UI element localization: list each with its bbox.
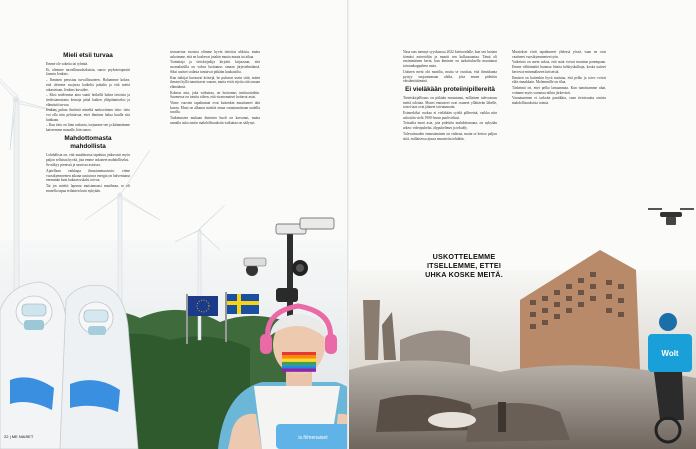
right-column-2 bbox=[512, 50, 606, 107]
paragraph: Toisaalta moni asia, jota pidettiin mahdottomana, on nykyään arkea: videopuhelut, älypuhelimet ja tekoäly. bbox=[403, 121, 497, 131]
rainbow-mask bbox=[282, 352, 316, 372]
subheading-ei-vielakaan-proteiinipillereita: Ei vieläkään proteiinipillereitä bbox=[405, 85, 495, 93]
paragraph: seuraavina vuosina olimme hyvin tietoisia uhkista, mutta uskoimme, että ne koskevat jotakin muuta maata tai aikaa. bbox=[170, 50, 260, 59]
paragraph: Viime vuosien tapahtumat ovat kuitenkin muuttaneet tätä kuvaa. Moni on alkanut miettiä omaa varautumistaan uudella tavalla. bbox=[170, 101, 260, 115]
paragraph: Lohdullista on, että maailmassa tapahtuu jatkuvasti myös paljon sellaista hyvää, jota emme uskoneet mahdolliseksi. bbox=[46, 152, 130, 162]
left-column-1 bbox=[46, 50, 130, 194]
paragraph: Tutkimusten mukaan ihmisten huoli on kasvanut, mutta samalla usko omiin mahdollisuuksiin vaikuttaa on säilynyt. bbox=[170, 116, 260, 125]
paragraph: Muutokset eivät tapahtuneet yhdessä yössä, vaan ne ovat vaatineet vuosikymmenten työn. bbox=[512, 50, 606, 59]
hazmat-workers bbox=[0, 282, 138, 449]
magazine-name: ME NAISET bbox=[11, 434, 34, 439]
paragraph: – Kun tieto on liian raskasta, torjumme sen ja käännämme katseemme muualle, hän sanoo. bbox=[46, 123, 130, 133]
subheading-mahdottomasta-mahdollista: Mahdottomasta mahdollista bbox=[64, 134, 112, 150]
paragraph: Tai jos miettii lapsena muistamaasi maailmaa, se oli monella tapaa erilainen kuin nykyään. bbox=[46, 184, 130, 193]
paragraph: Nasa taas mennyt syyskuussa 2022 kiertoradalle, kun sen luotain törmäsi asteroidiin ja muutti sen kulkusuuntaa. Tämä oli ensimmäinen kerta, kun ihminen on tarkoituksella muuttanut taivaankappaleen rataa. bbox=[403, 50, 497, 69]
page-number: 22 bbox=[4, 434, 9, 439]
paragraph: Tulevaisuuden ennustaminen on vaikeaa, mutta se kertoo paljon siitä, millaisessa ajassa ennusteita tehdään. bbox=[403, 131, 497, 141]
phone-label: is.fi/menaiset bbox=[298, 435, 328, 441]
left-column-2 bbox=[170, 50, 260, 127]
page-fold bbox=[347, 0, 349, 449]
paragraph: Kolmas asia, joka vaikuttaa, on luottamus instituutioihin. Suomessa on totuttu siihen, että viranomaiset hoitavat asiat. bbox=[170, 90, 260, 100]
paragraph: Tieteiskirjallisuus on pitkään ennustanut, millainen tulevaisuus meitä odottaa. Monet ennusteet ovat osuneet yllättävän lähelle, toiset taas ovat jääneet toteutumatta. bbox=[403, 95, 497, 110]
paragraph: Ei, olemme turvallisuushakuisia, sanoo psykoterapeutti Jasmin Jenkins. bbox=[46, 67, 130, 77]
paragraph: Ajatellaan vaikkapa ilmastonmuutosta: viime vuosikymmenten aikana uusiutuva energia on halventunut enemmän kuin kukaan uskalsi toivoa. bbox=[46, 168, 130, 183]
paragraph: Esimerkiksi ruokaa ei vieläkään syödä pillereinä, vaikka niin uskottiin vielä 1900-luvun puolivälissä. bbox=[403, 111, 497, 120]
paragraph: Jenkins puhuu ilmiöstä nimeltä narkoottinen tieto: tieto voi olla niin pelottavaa, ettei ihminen halua kuulla sitä lainkaan. bbox=[46, 108, 130, 122]
right-column-1 bbox=[403, 50, 497, 142]
paragraph: – Ihminen perustuu turvallisuuteen. Haluamme kokea, että olemme suojassa kaikelta pahalta ja että meitä rakastetaan, Jenkins kuvailee. bbox=[46, 78, 130, 92]
heading-mieli-etsii-turvaa: Mieli etsii turvaa bbox=[63, 52, 113, 59]
paragraph: Tärkeintä on, ettei pelko lamaannuta. Kun tunnistamme uhat, voimme myös varautua niihin järkevästi. bbox=[512, 85, 606, 95]
paragraph: Emme ole sokeita tai tyhmiä. bbox=[46, 62, 89, 66]
paragraph: Vaikeinta on usein uskoa, että asiat voivat muuttua parempaan. Emme välttämättä huomaa hitaita kehityskulkuja, koska uutiset kertovat enimmäkseen kriiseistä. bbox=[512, 60, 606, 74]
paragraph: – Siksi mielemme aina vaatii hetkellä hakea tietoista ja tiedostamatonta keinoja pitää kaiken ylläpitämiseksi ja elämästä turvaa. bbox=[46, 93, 130, 107]
paragraph: Uutinen meni ohi monilta, mutta se osoittaa, että ihmiskunta pystyy suojautumaan uhilta, joita ennen pidettiin väistämättöminä. bbox=[403, 69, 497, 84]
wolt-bag-label: Wolt bbox=[661, 349, 679, 358]
pull-quote: USKOTTELEMME ITSELLEMME, ETTEI UHKA KOSKE MEITÄ. bbox=[425, 252, 503, 279]
page-footer: 22 | ME NAISET bbox=[4, 434, 34, 439]
paragraph: Toimittaja ja tietokirjailija kirjoitti kirjassaan, että suomalaisilla on vahva luottamus omaan järjestelmäänsä. Siksi uutiset sodasta tuntuivat pitkään kaukaisilta. bbox=[170, 60, 260, 74]
paragraph: Ihmisen on kuitenkin hyvä muistaa, että pelko ja toivo voivat elää rinnakkain. Molemmille on tilaa. bbox=[512, 75, 606, 85]
paragraph: Kun tutkijat kuvaavat kriisejä, he puhuvat usein siitä, miten ihmiset kyllä tunnistavat vaaran, mutta eivät sijoita sitä omaan elämäänsä. bbox=[170, 75, 260, 89]
drone bbox=[648, 208, 694, 225]
paragraph: Varautuminen ei tarkoita paniikkia, vaan tietoisuutta omista mahdollisuuksista toimia. bbox=[512, 96, 606, 106]
paragraph: Se näkyy pienissä ja suurissa asioissa. bbox=[46, 163, 101, 168]
